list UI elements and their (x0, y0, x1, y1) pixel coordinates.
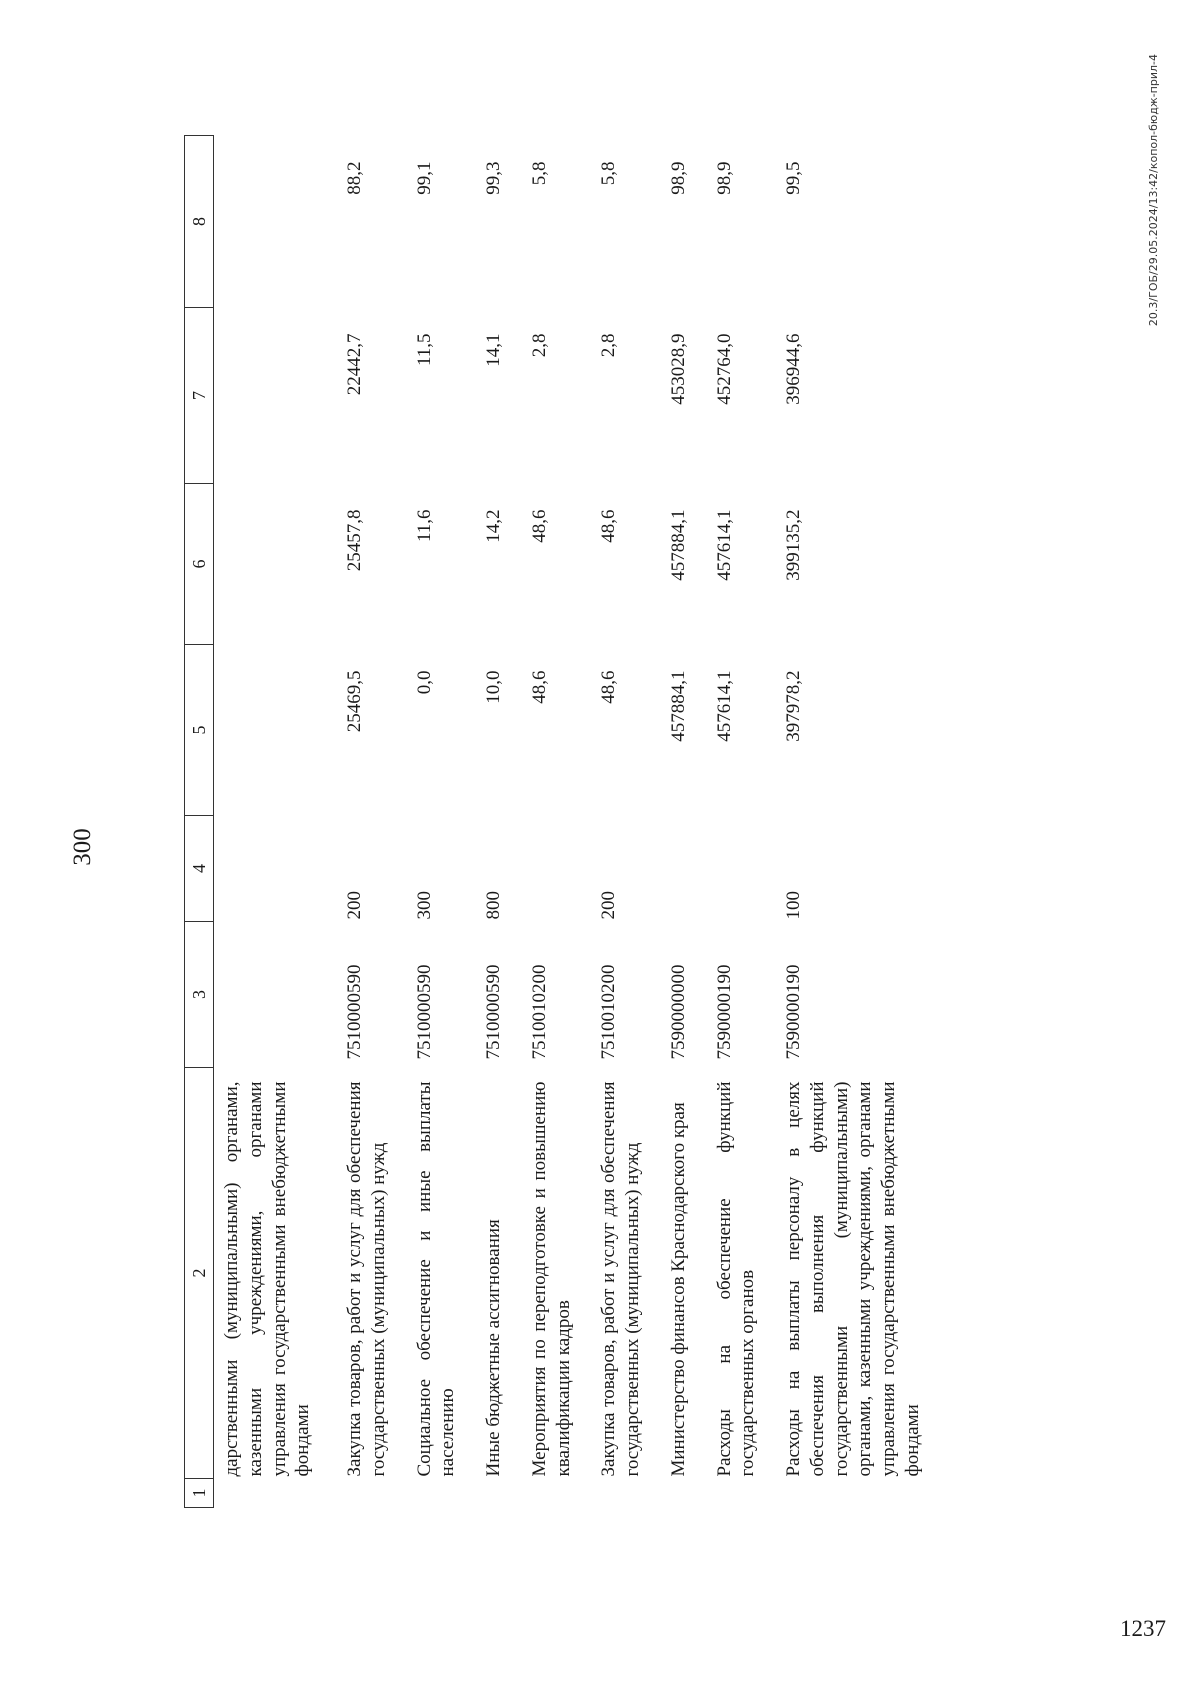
row-value-8: 98,9 (667, 161, 689, 195)
table-row (782, 136, 947, 1508)
row-value-6: 48,6 (528, 509, 550, 543)
row-code: 7590000000 (667, 964, 689, 1060)
row-value-6: 399135,2 (783, 509, 804, 581)
row-value-7 (214, 308, 344, 484)
row-name: Министерство финансов Краснодарского края (667, 1102, 689, 1477)
row-value-5: 0,0 (413, 670, 435, 695)
column-header: 1 (185, 1479, 214, 1508)
column-header: 5 (185, 645, 214, 816)
row-value-7: 11,5 (413, 333, 435, 367)
row-code: 7510010200 (528, 964, 550, 1060)
row-value-8: 5,8 (598, 161, 620, 186)
row-index-cell (343, 1479, 413, 1508)
row-name: Расходы на выплаты персоналу в целях обеспечения выполнения функций государственными (муниципальными) органами, казенными учреждениями, органами управления государственными внебюджетными фондами (783, 1081, 923, 1477)
row-type (713, 816, 783, 922)
row-index-cell (528, 1479, 598, 1508)
row-value-8: 88,2 (344, 161, 365, 195)
row-index-cell (782, 1479, 947, 1508)
row-value-8: 99,5 (783, 161, 804, 195)
corner-page-number: 1237 (1120, 1616, 1166, 1641)
row-value-5: 457614,1 (713, 670, 735, 742)
row-value-8: 99,1 (413, 161, 435, 195)
footer-stamp: 20.3/ГОБ/29.05.2024/13:42/копол-бюдж-прил-4 (1147, 54, 1160, 327)
row-code (214, 922, 344, 1068)
row-value-6 (214, 484, 344, 645)
row-value-7: 453028,9 (667, 333, 689, 405)
row-value-5: 48,6 (528, 670, 550, 704)
row-index-cell (597, 1479, 667, 1508)
row-type: 100 (783, 891, 804, 920)
row-value-8: 5,8 (528, 161, 550, 186)
row-value-5: 457884,1 (667, 670, 689, 742)
column-header: 7 (185, 308, 214, 484)
row-index-cell (667, 1479, 713, 1508)
row-name: Закупка товаров, работ и услуг для обеспечения государственных (муниципальных) нужд (598, 1081, 643, 1477)
row-type (214, 816, 344, 922)
row-value-8 (214, 136, 344, 308)
table-row (214, 136, 344, 1508)
table-row (667, 136, 713, 1508)
row-type: 200 (598, 891, 620, 920)
column-header: 3 (185, 922, 214, 1068)
column-header: 4 (185, 816, 214, 922)
table-row (528, 136, 598, 1508)
row-name: Закупка товаров, работ и услуг для обеспечения государственных (муниципальных) нужд (344, 1081, 389, 1477)
row-type: 200 (344, 891, 365, 920)
table-row (343, 136, 413, 1508)
row-value-6: 25457,8 (344, 509, 365, 572)
row-value-7: 452764,0 (713, 333, 735, 405)
row-value-7: 2,8 (598, 333, 620, 358)
table-body (214, 136, 947, 1508)
row-value-8: 99,3 (483, 161, 504, 195)
row-value-6: 11,6 (413, 509, 435, 543)
column-header: 8 (185, 136, 214, 308)
budget-table (184, 135, 947, 1508)
row-code: 7510010200 (598, 964, 620, 1060)
row-name: Мероприятия по переподготовке и повышению квалификации кадров (528, 1081, 574, 1477)
row-value-8: 98,9 (713, 161, 735, 195)
row-index-cell (214, 1479, 344, 1508)
row-value-7: 22442,7 (344, 333, 365, 396)
row-code: 7510000590 (344, 964, 365, 1060)
column-header: 2 (185, 1068, 214, 1479)
table-header (185, 136, 214, 1508)
row-code: 7590000190 (783, 964, 804, 1060)
table-row (482, 136, 528, 1508)
table-row (413, 136, 483, 1508)
row-value-5: 397978,2 (783, 670, 804, 742)
row-value-5: 48,6 (598, 670, 620, 704)
table-row (713, 136, 783, 1508)
row-code: 7510000590 (483, 964, 504, 1060)
header-row (185, 136, 214, 1508)
row-type: 300 (413, 891, 435, 920)
row-name: Иные бюджетные ассигнования (483, 1219, 504, 1477)
row-value-7: 14,1 (483, 333, 504, 367)
column-header: 6 (185, 484, 214, 645)
table-row (597, 136, 667, 1508)
page-number: 300 (69, 828, 96, 866)
row-type: 800 (483, 891, 504, 920)
row-value-5: 10,0 (483, 670, 504, 704)
row-code: 7510000590 (413, 964, 435, 1060)
row-value-7: 2,8 (528, 333, 550, 358)
row-type (528, 816, 598, 922)
row-name: дарственными (муниципальными) органами, казенными учреждениями, органами управления государственными внебюджетными фондами (221, 1081, 314, 1477)
row-name: Социальное обеспечение и иные выплаты населению (413, 1081, 459, 1477)
row-value-6: 48,6 (598, 509, 620, 543)
row-value-5: 25469,5 (344, 670, 365, 733)
row-index-cell (482, 1479, 528, 1508)
row-value-6: 457614,1 (713, 509, 735, 581)
row-name: Расходы на обеспечение функций государственных органов (713, 1081, 759, 1477)
row-value-6: 14,2 (483, 509, 504, 543)
row-index-cell (713, 1479, 783, 1508)
row-index-cell (413, 1479, 483, 1508)
row-value-6: 457884,1 (667, 509, 689, 581)
row-type (667, 816, 713, 922)
row-code: 7590000190 (713, 964, 735, 1060)
row-value-5 (214, 645, 344, 816)
row-value-7: 396944,6 (783, 333, 804, 405)
